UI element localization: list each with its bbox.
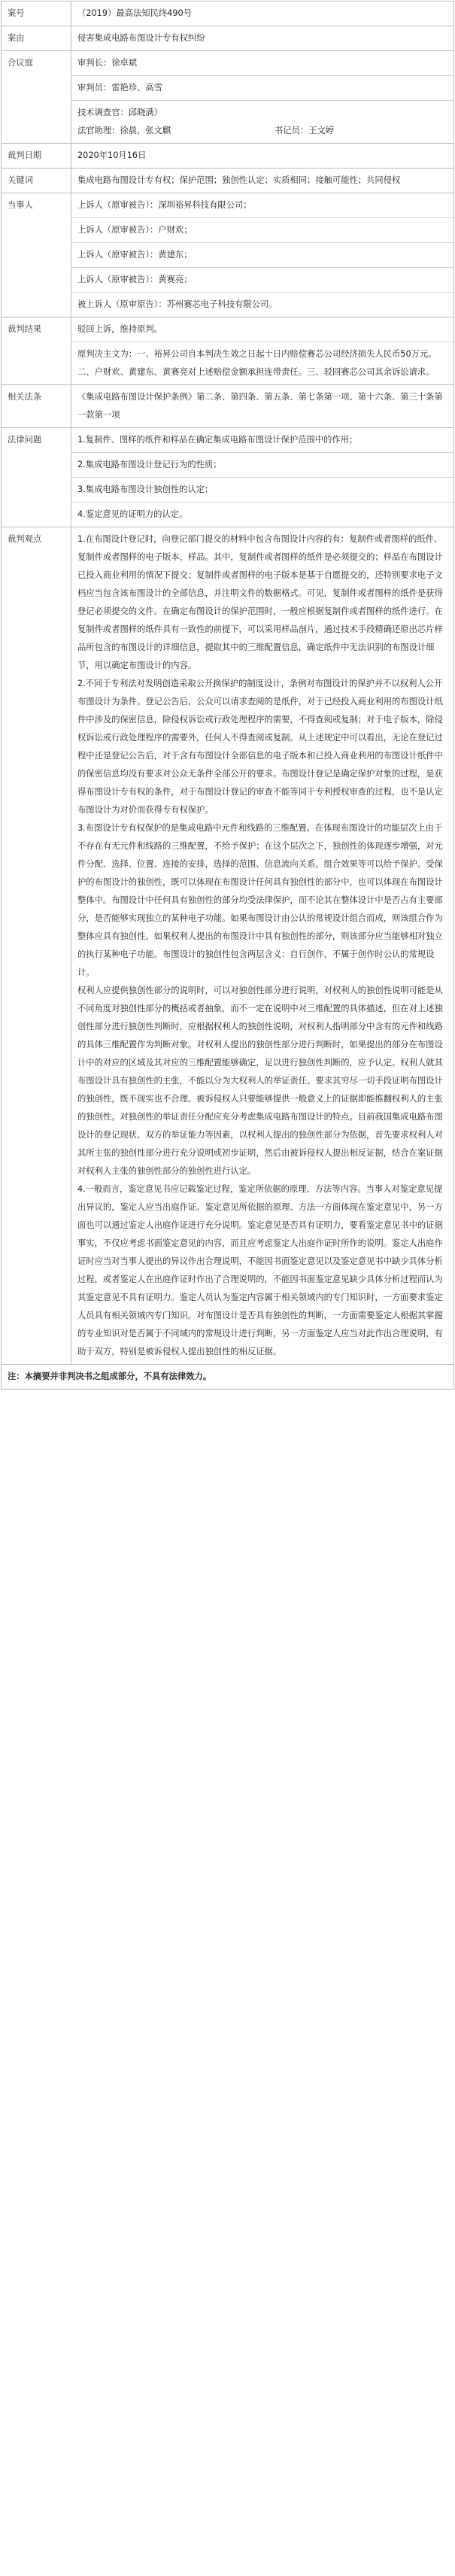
row-laws <box>2 385 454 428</box>
issue-item: 2.集成电路布图设计登记行为的性质； <box>77 460 222 469</box>
result-paragraph: 驳回上诉，维持原判。 <box>77 324 162 334</box>
row-case-number <box>2 2 454 26</box>
value-keywords: 集成电路布图设计专有权；保护范围；独创性认定；实质相同；接触可能性；共同侵权 <box>71 169 454 193</box>
label-case-number: 案号 <box>2 2 71 26</box>
row-panel <box>2 51 454 144</box>
panel-chief-judge: 审判长：徐卓斌 <box>77 58 138 68</box>
label-opinion: 裁判观点 <box>2 527 71 1365</box>
divider <box>71 502 453 503</box>
divider <box>71 242 453 243</box>
row-issues <box>2 428 454 527</box>
panel-assistant-row <box>77 122 447 140</box>
row-keywords <box>2 169 454 193</box>
party-item: 上诉人（原审被告）：黄建东； <box>77 250 193 260</box>
opinion-paragraph: 4.一般而言，鉴定意见书应记载鉴定过程，鉴定所依据的原理、方法等内容。当事人对鉴定意见提出异议的，鉴定人应当出庭作证。鉴定意见所依据的原理、方法一方面体现在鉴定意见中，另一方面也可以通过鉴定人出庭作证进行充分说明。鉴定意见是否具有证明力，要看鉴定意见书中的证据事实，不仅应考虑书面鉴定意见的内容，而且应考虑鉴定人出庭作证时所作的说明。鉴定人出庭作证时应当对当事人提出的异议作出合理说明，不能因书面鉴定意见以及鉴定意见书中缺少具体分析过程，或者鉴定人在出庭作证时作出了合理说明的，不能因书面鉴定意见缺少具体分析过程而认为其鉴定意见不具有证明力。鉴定人员认为鉴定内容属于相关领域内的专门知识时，一方面要求鉴定人员具有相关领域内专门知识。对布图设计是否具有独创性的判断，一方面需要鉴定人根据其掌握的专业知识对是否属于不同域内的常规设计进行判断，另一方面鉴定人应当对此作出合理说明，有助于双方，特别是被诉侵权人提出独创性的相反证据。 <box>77 1184 443 1356</box>
row-judgment-date <box>2 144 454 169</box>
label-judgment-date: 裁判日期 <box>2 144 71 169</box>
divider <box>71 292 453 293</box>
value-laws: 《集成电路布图设计保护条例》第二条、第四条、第五条、第七条第一项、第十六条、第三十条第一款第一项 <box>71 385 454 428</box>
panel-judges: 审判员：雷艳珍、高雪 <box>77 83 162 93</box>
panel-clerk: 书记员：王文婷 <box>275 126 335 135</box>
value-opinion <box>71 527 454 1365</box>
row-parties <box>2 193 454 317</box>
party-item: 上诉人（原审被告）：深圳裕昇科技有限公司； <box>77 200 252 210</box>
party-item: 被上诉人（原审原告）：苏州赛芯电子科技有限公司。 <box>77 299 278 309</box>
result-paragraph: 原判决主文为：一、裕昇公司自本判决生效之日起十日内赔偿赛芯公司经济损失人民币50万元。二、户财欢、黄建东、黄赛亮对上述赔偿金额承担连带责任。三、驳回赛芯公司其余诉讼请求。 <box>77 349 437 377</box>
label-issues: 法律问题 <box>2 428 71 527</box>
row-opinion <box>2 527 454 1365</box>
panel-tech-row <box>77 104 447 122</box>
label-result: 裁判结果 <box>2 317 71 385</box>
party-item: 上诉人（原审被告）：黄赛亮； <box>77 275 193 284</box>
opinion-paragraph: 3.布图设计专有权保护的是集成电路中元件和线路的三维配置。在体现布图设计的功能层次上由于不存在有无元件和线路的三维配置，不给予保护；在这个层次之下，独创性的体现逐步增强，对元件分配、选择、位置、连接的安排，选择的范围、信息流向关系，组合效果等可以给予保护。受保护的布图设计的独创性，既可以体现在布图设计任何具有独创性的部分中，也可以体现在布图设计整体中。布图设计中任何具有独创性的部分均受法律保护，而不论其在整体设计中是否占有主要部分，是否能够实现独立的某种电子功能。如果布图设计由公认的常规设计组合而成，则该组合作为整体应具有独创性。如果权利人提出的布图设计中具有独创性的部分，则该部分应当能够相对独立的执行某种电子功能。布图设计的独创性包含两层含义：自行创作，不属于创作时公认的常规设计。 <box>77 823 443 977</box>
value-case-number: （2019）最高法知民终490号 <box>71 2 454 26</box>
divider <box>71 217 453 218</box>
divider <box>71 452 453 453</box>
value-judgment-date: 2020年10月16日 <box>71 144 454 169</box>
row-footer <box>2 1365 454 1390</box>
divider <box>71 477 453 478</box>
label-parties: 当事人 <box>2 193 71 317</box>
value-issues <box>71 428 454 527</box>
value-case-cause: 侵害集成电路布图设计专有权纠纷 <box>71 26 454 51</box>
value-result <box>71 317 454 385</box>
row-case-cause <box>2 26 454 51</box>
panel-assistant: 法官助理：徐晨，张文麒 <box>77 126 171 135</box>
label-panel: 合议庭 <box>2 51 71 144</box>
footer-note: 注：本摘要并非判决书之组成部分，不具有法律效力。 <box>2 1365 454 1390</box>
panel-tech-investigator: 技术调查官：邱晓满） <box>77 108 162 117</box>
issue-item: 4.鉴定意见的证明力的认定。 <box>77 509 188 519</box>
issue-item: 1.复制件、图样的纸件和样品在确定集成电路布图设计保护范围中的作用； <box>77 435 358 445</box>
opinion-paragraph: 2.不同于专利法对发明创造采取公开换保护的制度设计，条例对布图设计的保护并不以权利人公开布图设计为条件。登记公告后，公众可以请求查阅的是纸件，对于已经投入商业利用的布图设计纸件中涉及的保密信息，除侵权诉讼或行政处理程序的需要，不得查阅或复制；对于电子版本，除侵权诉讼或行政处理程序的需要外，任何人不得查阅或复制。从上述规定中可以看出，无论在登记过程中还是登记公告后，对于含有布图设计全部信息的电子版本和已投入商业利用的布图设计纸件中的保密信息均没有要求对公众无条件全部公开的要求。布图设计登记是确定保护对象的过程，是获得布图设计专有权的条件，对于布图设计登记的审查不能等同于专利授权审查的过程，也不是认定布图设计为对价而获得专有权保护。 <box>77 679 443 815</box>
divider <box>71 75 453 76</box>
label-keywords: 关键词 <box>2 169 71 193</box>
divider <box>71 100 453 101</box>
party-item: 上诉人（原审被告）：户财欢； <box>77 225 193 235</box>
value-panel <box>71 51 454 144</box>
case-summary-table <box>1 1 454 1390</box>
value-parties <box>71 193 454 317</box>
label-case-cause: 案由 <box>2 26 71 51</box>
label-laws: 相关法条 <box>2 385 71 428</box>
opinion-paragraph: 1.在布图设计登记时，向登记部门提交的材料中包含布图设计内容的有：复制件或者图样的纸件、复制件或者图样的电子版本、样品。其中，复制件或者图样的纸件是必须提交的；样品在布图设计已投入商业利用的情况下提交；复制件或者图样的电子版本是基于自愿提交的，还特别要求电子文档应当包含该布图设计的全部信息，并注明文件的数据格式。可见，复制件或者图样的纸件是获得登记必须提交的文件。在确定布图设计的保护范围时，一般应根据复制件或者图样的纸件进行。在复制件或者图样的纸件具有一致性的前提下，可以采用样品剖片，通过技术手段精确还原出芯片样品所包含的布图设计的详细信息，提取其中的三维配置信息，确定纸件中无法识别的布图设计细节，用以确定布图设计的内容。 <box>77 534 443 670</box>
divider <box>71 267 453 268</box>
row-result <box>2 317 454 385</box>
opinion-paragraph: 权利人应提供独创性部分的说明时，可以对独创性部分进行说明，对权利人的独创性说明可能是从不同角度对独创性部分的概括或者抽象，而不一定在说明中对三维配置的具体描述，但在对上述独创性部分进行独创性判断时，应根据权利人的独创性说明，对权利人指明部分中含有的元件和线路的具体三维配置作为判断对象。对权利人提出的独创性部分进行判断时，如果提出的部分在布图设计中的对应的区域及其对应的三维配置能够确定，足以进行独创性判断的，应予认定。权利人就其布图设计具有独创性的主张，不能以分为大权利人的举证责任。要求其穷尽一切手段证明布图设计的独创性，既不现实也不合理。被诉侵权人只要能够提供一般意义上的证据即能推翻权利人的主张的独创性。对独创性的举证责任分配应充分考虑集成电路布图设计的特点。目前我国集成电路布图设计的登记现状、双方的举证能力等因素，以权利人提出的独创性部分为依据，首先要求权利人对其所主张的独创性部分进行充分说明或初步证明，然后由被诉侵权人提出相反证据，结合在案证据对权利人主张的独创性部分的独创性进行认定。 <box>77 986 443 1176</box>
issue-item: 3.集成电路布图设计独创性的认定； <box>77 485 214 494</box>
